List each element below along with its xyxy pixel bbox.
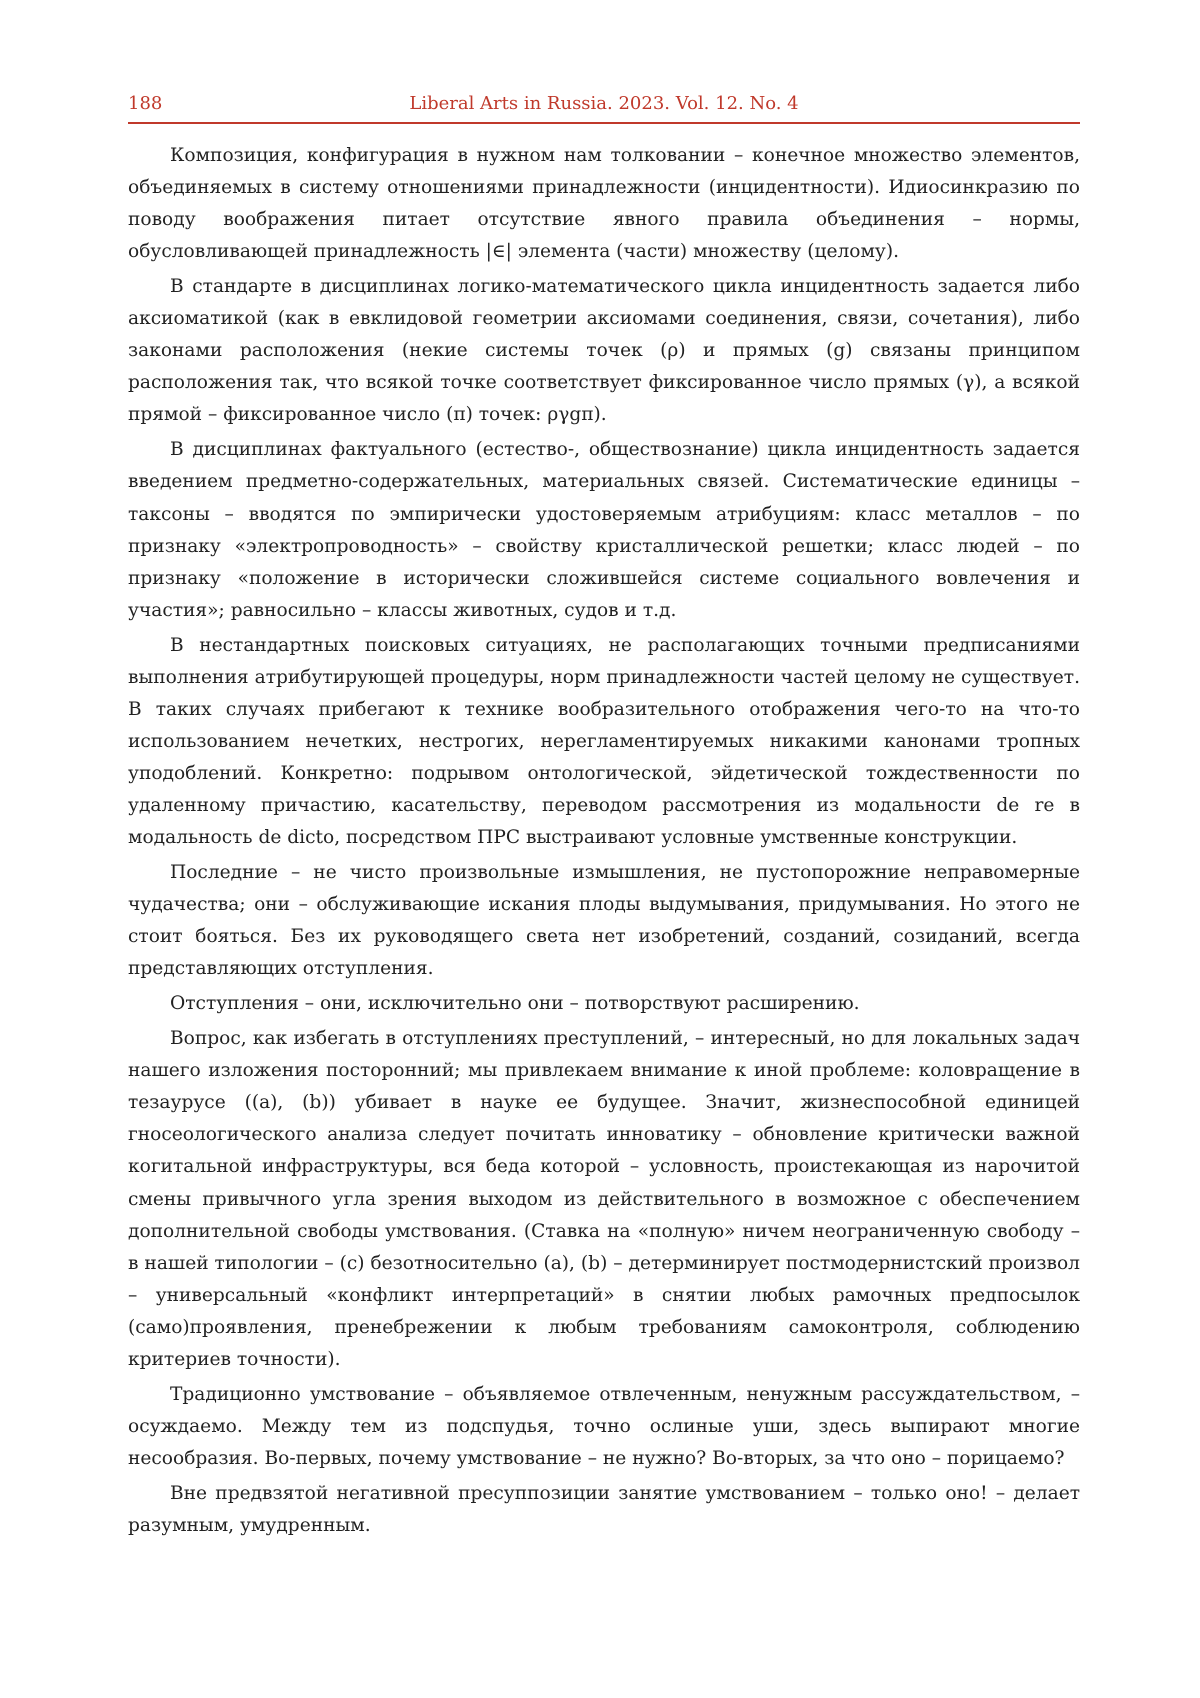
article-body [128, 140, 1080, 1545]
paragraph: Традиционно умствование – объявляемое отвлеченным, ненужным рассуждательством, – осуждаемо. Между тем из подспудья, точно ослиные уши, здесь выпирают многие несообразия. Во-первых, почему умствование – не нужно? Во-вторых, за что оно – порицаемо? [128, 1383, 1080, 1469]
journal-title: Liberal Arts in Russia. 2023. Vol. 12. No. 4 [409, 93, 799, 114]
paragraph: Последние – не чисто произвольные измышления, не пустопорожние неправомерные чудачества; они – обслуживающие искания плоды выдумывания, придумывания. Но этого не стоит бояться. Без их руководящего света нет изобретений, созданий, созиданий, всегда представляющих отступления. [128, 862, 1080, 980]
paragraph: В дисциплинах фактуального (естество-, обществознание) цикла инцидентность задается введением предметно-содержательных, материальных связей. Систематические единицы – таксоны – вводятся по эмпирически удостоверяемым атрибуциям: класс металлов – по признаку «электропроводность» – свойству кристаллической решетки; класс людей – по признаку «положение в исторически сложившейся системе социального вовлечения и участия»; равносильно – классы животных, судов и т.д. [128, 439, 1080, 621]
paragraph: Вне предвзятой негативной пресуппозиции занятие умствованием – только оно! – делает разумным, умудренным. [128, 1482, 1080, 1536]
paragraph: В стандарте в дисциплинах логико-математического цикла инцидентность задается либо аксиоматикой (как в евклидовой геометрии аксиомами соединения, связи, сочетания), либо законами расположения (некие системы точек (ρ) и прямых (g) связаны принципом расположения так, что всякой точке соответствует фиксированное число прямых (γ), а всякой прямой – фиксированное число (π) точек: ργgπ). [128, 276, 1080, 426]
paragraph: Композиция, конфигурация в нужном нам толковании – конечное множество элементов, объединяемых в систему отношениями принадлежности (инцидентности). Идиосинкразию по поводу воображения питает отсутствие явного правила объединения – нормы, обусловливающей принадлежность |∈| элемента (части) множеству (целому). [128, 145, 1080, 263]
paragraph: Вопрос, как избегать в отступлениях преступлений, – интересный, но для локальных задач нашего изложения посторонний; мы привлекаем внимание к иной проблеме: коловращение в тезаурусе ((a), (b)) убивает в науке ее будущее. Значит, жизнеспособной единицей гносеологического анализа следует почитать инноватику – обновление критически важной когитальной инфраструктуры, вся беда которой – условность, проистекающая из нарочитой смены привычного угла зрения выходом из действительного в возможное с обеспечением дополнительной свободы умствования. (Ставка на «полную» ничем неограниченную свободу – в нашей типологии – (c) безотносительно (a), (b) – детерминирует постмодернистский произвол – универсальный «конфликт интерпретаций» в снятии любых рамочных предпосылок (само)проявления, пренебрежении к любым требованиям самоконтроля, соблюдению критериев точности). [128, 1028, 1080, 1370]
paragraph: В нестандартных поисковых ситуациях, не располагающих точными предписаниями выполнения атрибутирующей процедуры, норм принадлежности частей целому не существует. В таких случаях прибегают к технике вообразительного отображения чего-то на что-то использованием нечетких, нестрогих, нерегламентируемых никакими канонами тропных уподоблений. Конкретно: подрывом онтологической, эйдетической тождественности по удаленному причастию, касательству, переводом рассмотрения из модальности de re в модальность de dicto, посредством ПРС выстраивают условные умственные конструкции. [128, 634, 1080, 848]
paragraph: Отступления – они, исключительно они – потворствуют расширению. [170, 993, 860, 1015]
page-number: 188 [128, 93, 163, 114]
running-header [128, 90, 1080, 124]
